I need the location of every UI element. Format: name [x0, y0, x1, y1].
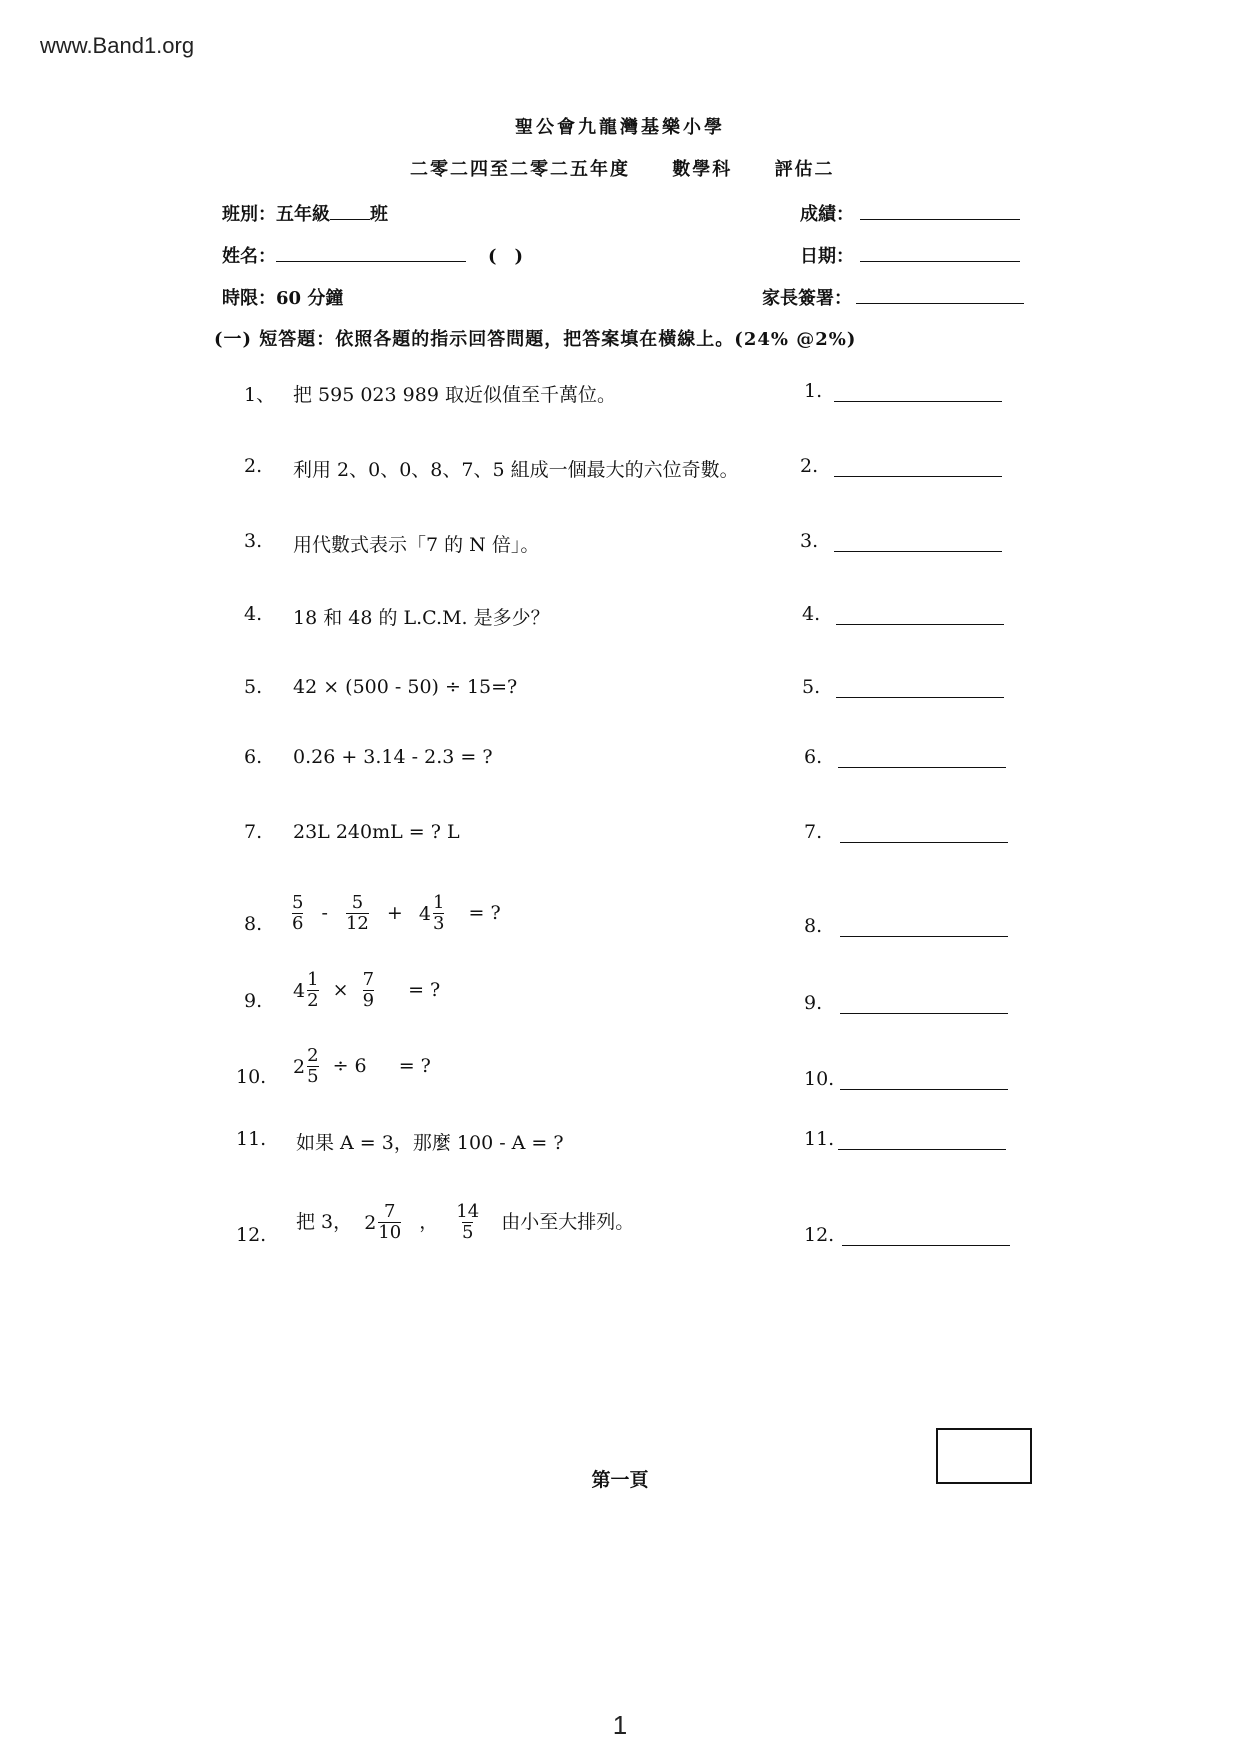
mixed-number: 2 $\frac{7}{10}$ — [364, 1201, 402, 1243]
question-text: 0.26 + 3.14 - 2.3 = ? — [293, 746, 493, 768]
answer-number: 6. — [804, 746, 823, 768]
answer-number: 1. — [804, 380, 823, 402]
section-title: (一) 短答題：依照各題的指示回答問題，把答案填在橫線上。(24% @2%) — [214, 329, 857, 350]
question-number: 6. — [244, 746, 263, 768]
name-blank[interactable] — [276, 243, 466, 262]
question-expression: $\frac{5}{6}$ - $\frac{5}{12}$ + 4 $\frac{1}{3}$ = ? — [292, 892, 501, 934]
answer-line[interactable] — [840, 1011, 1008, 1014]
answer-number: 12. — [804, 1224, 835, 1246]
mixed-number: 2 $\frac{2}{5}$ — [293, 1045, 319, 1087]
question-number: 4. — [244, 603, 263, 625]
class-number-paren: ( ) — [488, 246, 524, 267]
answer-number: 5. — [802, 676, 821, 698]
site-url: www.Band1.org — [40, 33, 195, 58]
answer-line[interactable] — [840, 840, 1008, 843]
question-text: 如果 A = 3，那麼 100 - A = ? — [296, 1132, 564, 1154]
page-number: 1 — [612, 1710, 628, 1740]
question-text: 利用 2、0、0、8、7、5 組成一個最大的六位奇數。 — [293, 459, 739, 481]
date-field — [800, 242, 1020, 268]
answer-line[interactable] — [840, 1087, 1008, 1090]
parent-signature-field — [762, 284, 1024, 310]
question-number: 11. — [236, 1128, 267, 1150]
class-blank[interactable] — [330, 201, 370, 220]
answer-line[interactable] — [836, 695, 1004, 698]
question-number: 5. — [244, 676, 263, 698]
answer-number: 4. — [802, 603, 821, 625]
question-number: 12. — [236, 1224, 267, 1246]
question-number: 9. — [244, 990, 263, 1012]
school-year: 二零二四至二零二五年度 — [410, 159, 630, 180]
fraction: $\frac{5}{6}$ — [292, 892, 304, 934]
answer-line[interactable] — [834, 549, 1002, 552]
mixed-number: 4 $\frac{1}{2}$ — [293, 969, 319, 1011]
class-label: 班別：五年級 — [222, 204, 330, 225]
answer-number: 2. — [800, 455, 819, 477]
answer-number: 9. — [804, 992, 823, 1014]
time-limit: 時限：60 分鐘 — [222, 288, 344, 309]
date-blank[interactable] — [860, 243, 1020, 262]
name-field — [222, 242, 523, 268]
score-label: 成績： — [800, 204, 854, 225]
answer-line[interactable] — [840, 934, 1008, 937]
question-number: 2. — [244, 455, 263, 477]
question-number: 3. — [244, 530, 263, 552]
question-number: 1、 — [244, 384, 276, 406]
answer-line[interactable] — [834, 474, 1002, 477]
question-number: 10. — [236, 1066, 267, 1088]
parent-signature-blank[interactable] — [856, 285, 1024, 304]
date-label: 日期： — [800, 246, 854, 267]
question-expression: 4 $\frac{1}{2}$ × $\frac{7}{9}$ = ? — [293, 969, 441, 1011]
score-blank[interactable] — [860, 201, 1020, 220]
answer-line[interactable] — [838, 1147, 1006, 1150]
answer-number: 11. — [804, 1128, 835, 1150]
class-field — [222, 200, 388, 226]
school-name: 聖公會九龍灣基樂小學 — [515, 117, 725, 138]
question-expression: 2 $\frac{2}{5}$ ÷ 6 = ? — [293, 1045, 431, 1087]
fraction: $\frac{7}{9}$ — [362, 969, 375, 1011]
answer-number: 10. — [804, 1068, 835, 1090]
exam-header-line — [410, 155, 869, 181]
mixed-number: 4 $\frac{1}{3}$ — [418, 892, 445, 934]
answer-line[interactable] — [838, 765, 1006, 768]
answer-number: 3. — [800, 530, 819, 552]
question-number: 8. — [244, 913, 263, 935]
question-text: 42 × (500 - 50) ÷ 15=? — [293, 676, 518, 698]
name-label: 姓名： — [222, 246, 276, 267]
fraction: $\frac{5}{12}$ — [345, 892, 369, 934]
answer-line[interactable] — [842, 1243, 1010, 1246]
score-box[interactable] — [936, 1428, 1032, 1484]
fraction: $\frac{14}{5}$ — [456, 1201, 480, 1243]
question-text: 用代數式表示「7 的 N 倍」。 — [293, 534, 540, 556]
score-field — [800, 200, 1020, 226]
page-label: 第一頁 — [591, 1469, 649, 1491]
question-expression: 把 3， 2 $\frac{7}{10}$ ， $\frac{14}{5}$ 由小至大排列。 — [296, 1201, 635, 1243]
answer-number: 7. — [804, 821, 823, 843]
answer-number: 8. — [804, 915, 823, 937]
question-text: 把 595 023 989 取近似值至千萬位。 — [293, 384, 616, 406]
question-text: 18 和 48 的 L.C.M. 是多少？ — [293, 607, 550, 629]
parent-signature-label: 家長簽署： — [762, 288, 852, 309]
answer-line[interactable] — [836, 622, 1004, 625]
question-text: 23L 240mL = ? L — [293, 821, 460, 843]
answer-line[interactable] — [834, 399, 1002, 402]
subject: 數學科 — [672, 159, 733, 180]
class-suffix: 班 — [370, 204, 388, 225]
assessment-name: 評估二 — [774, 159, 835, 180]
question-number: 7. — [244, 821, 263, 843]
